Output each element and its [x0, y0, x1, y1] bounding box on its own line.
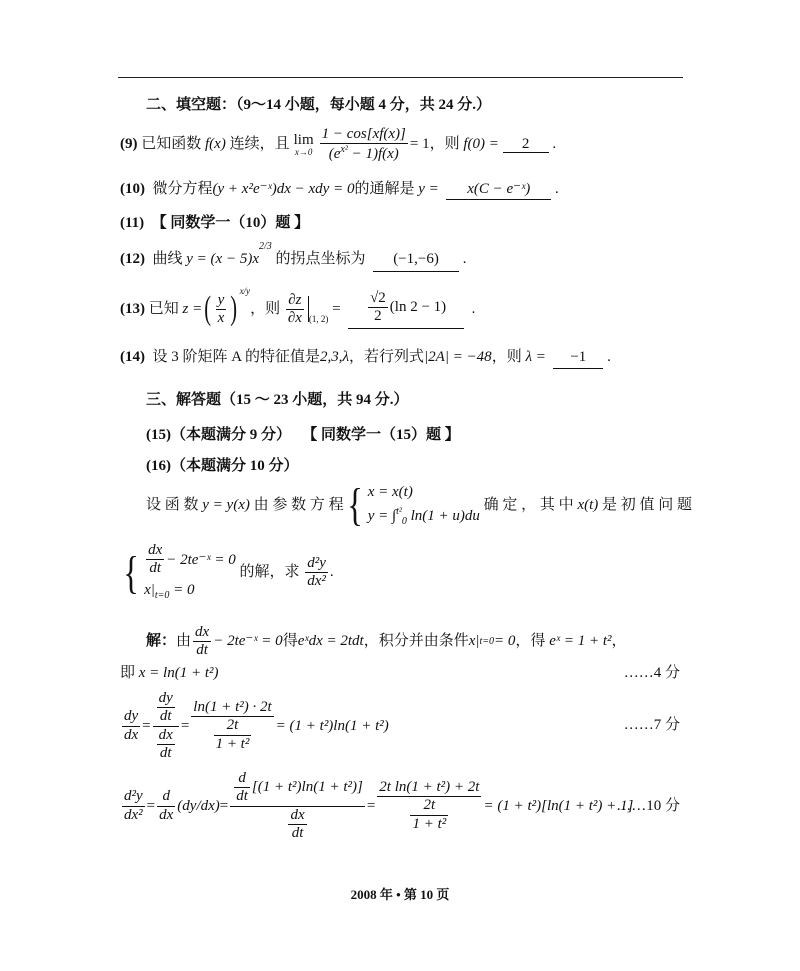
paren-right: ) — [230, 290, 238, 328]
q10-lhs: y = — [418, 181, 439, 197]
q11-text: 【 同数学一（10）题 】 — [151, 215, 310, 231]
sol-l1-b: − 2te⁻ˣ = 0 — [213, 633, 283, 650]
q16-stem-d: 是 初 值 问 题 — [602, 496, 693, 513]
q12-text-b: 的拐点坐标为 — [275, 251, 366, 267]
q16-ask-num: d²y — [305, 555, 328, 573]
q16-ask-end: . — [329, 564, 334, 581]
q16-ivp — [120, 542, 334, 604]
dx: dx — [157, 727, 175, 745]
q16-stem-c: 确 定 ， 其 中 — [483, 496, 574, 513]
q16-ivp-num: dx — [146, 542, 164, 560]
q9-denom-b: − 1)f(x) — [347, 146, 399, 163]
sol-l3-ratio — [153, 690, 179, 762]
sol-l1-a: 由 — [176, 633, 192, 650]
q16-ask-den: dx² — [307, 573, 326, 590]
q16-stem-y: y = y(x) — [202, 496, 250, 513]
d: d — [234, 770, 250, 788]
sol-l1-f-sub: t=0 — [479, 635, 495, 647]
one-plus-t2: 1 + t² — [215, 735, 250, 752]
question-9 — [120, 126, 556, 164]
q9-eq: = 1，则 — [409, 136, 460, 153]
q9-denom-a: (e — [328, 146, 341, 163]
two-t: 2t — [214, 717, 252, 735]
sol-l1-i: eˣ = 1 + t² — [549, 633, 612, 650]
sol-l3-den: dx — [124, 726, 139, 743]
q12-answer: (−1,−6) — [373, 252, 459, 272]
q16-ivp2-sub: t=0 — [154, 589, 170, 601]
q13-partial — [286, 292, 304, 328]
q9-denominator — [320, 144, 408, 163]
sol-l4-f-num — [230, 770, 365, 807]
question-13 — [120, 285, 476, 329]
equals: = — [180, 717, 190, 734]
q9-fx: f(x) — [205, 136, 226, 153]
left-brace: { — [123, 546, 139, 598]
q10-answer: x(C − e⁻ˣ) — [446, 182, 551, 200]
q15-score: （本题满分 9 分） — [171, 427, 292, 443]
section-heading-solve: 三、解答题（15 ～ 23 小题，共 94 分.） — [146, 392, 409, 408]
q16-ivp-1 — [144, 542, 236, 578]
q16-param-system — [344, 480, 480, 530]
q16-ivp-cases — [144, 542, 236, 604]
page-footer: 2008 年 • 第 10 页 — [350, 887, 450, 902]
question-number: (11) — [120, 215, 145, 231]
q14-end: . — [607, 349, 611, 365]
q14-text: 设 3 阶矩阵 A 的特征值是 — [152, 349, 321, 365]
sol-l4-lhs — [122, 788, 145, 824]
score-marker-4: ……4 分 — [623, 665, 680, 681]
q10-text-b: 的通解是 — [354, 181, 415, 197]
q16-param-2b: ln(1 + u)du — [406, 508, 480, 524]
q9-limit — [292, 133, 316, 157]
q9-text-b: 连续，且 — [229, 136, 290, 153]
sol-l4-f-den — [230, 807, 365, 843]
q13-eq: = — [332, 300, 341, 317]
question-number: (9) — [120, 136, 138, 153]
q14-lhs: λ = — [525, 349, 546, 365]
q16-ivp-tail: − 2te⁻ˣ = 0 — [166, 551, 236, 568]
sol-l1-e: ，积分并由条件 — [363, 633, 469, 650]
sol-l3-tail: = (1 + t²)ln(1 + t²) — [275, 717, 389, 734]
section-heading-fill-in: 二、填空题：（9～14 小题，每小题 4 分，共 24 分.） — [146, 97, 492, 113]
equals: = — [219, 797, 229, 814]
sol-l1-d: eˣdx = 2tdt — [297, 633, 364, 650]
q16-ivp-2 — [144, 578, 236, 604]
sol-l4-g-num: 2t ln(1 + t²) + 2t — [377, 779, 481, 797]
sol-l1-den: dt — [196, 642, 208, 659]
q14-values: 2,3,λ — [320, 349, 350, 365]
q16-int-lower: 0 — [401, 516, 407, 527]
left-brace: { — [346, 479, 363, 530]
question-number: (14) — [120, 349, 145, 365]
score-marker-7: ……7 分 — [623, 717, 680, 733]
q13-answer — [348, 290, 464, 329]
q13-ans-tail: (ln 2 − 1) — [389, 299, 447, 316]
dt: dt — [159, 744, 172, 761]
q9-numerator: 1 − cos[xf(x)] — [320, 126, 408, 144]
d: d — [157, 788, 175, 806]
paren-left: ( — [204, 290, 212, 328]
question-11 — [120, 216, 309, 231]
q16-ask: 的解，求 — [239, 564, 300, 581]
q13-exponent: x/y — [239, 285, 251, 296]
dx: dx — [288, 807, 306, 825]
q12-text: 曲线 — [152, 251, 183, 267]
sol-l3-dydt — [157, 690, 175, 726]
q16-stem-xt: x(t) — [577, 496, 599, 513]
sol-l1-num: dx — [193, 624, 211, 642]
q9-lim-sub: x→0 — [294, 146, 313, 157]
solution-label: 解： — [146, 633, 177, 650]
sol-l4-num: d²y — [122, 788, 145, 806]
sol-l4-f-num-c: [(1 + t²)ln(1 + t²)] — [251, 779, 363, 796]
q9-answer: 2 — [503, 137, 549, 153]
q9-end: . — [552, 136, 557, 153]
sol-l1-g: = 0 — [494, 633, 516, 650]
ddt — [234, 770, 250, 806]
question-12 — [120, 241, 467, 272]
score-marker-10: ……10 分 — [616, 798, 680, 814]
sol-l4-tail: = (1 + t²)[ln(1 + t²) + 1] — [483, 797, 634, 814]
q13-yx — [216, 292, 227, 328]
q13-pd-den: ∂x — [287, 309, 302, 326]
sol-l3-f-num: ln(1 + t²) · 2t — [191, 699, 273, 717]
question-14 — [120, 350, 611, 369]
header-rule — [118, 77, 683, 78]
sol-l3-lhs — [122, 708, 140, 744]
sol-l3-f-den — [191, 717, 273, 753]
q12-end: . — [462, 251, 467, 267]
equals: = — [366, 797, 376, 814]
sol-l3-ratio-num — [153, 690, 179, 727]
sol-l1-h: ，得 — [515, 633, 546, 650]
sol-l2-b: x = ln(1 + t²) — [138, 665, 219, 681]
question-number: (13) — [120, 300, 145, 317]
q14-answer: −1 — [553, 350, 603, 369]
q9-text: 已知函数 — [141, 136, 202, 153]
question-15 — [146, 428, 460, 443]
q13-text-b: ，则 — [250, 300, 281, 317]
q10-equation: (y + x²e⁻ˣ)dx − xdy = 0 — [212, 181, 355, 197]
question-10 — [120, 182, 559, 200]
sol-l3-dxdt — [157, 727, 175, 763]
question-16-heading — [146, 459, 299, 474]
sol-l1-c: 得 — [282, 633, 298, 650]
q13-x: x — [217, 309, 225, 326]
q16-param-2a: y = ∫ — [367, 508, 397, 524]
q16-ivp-system — [120, 542, 236, 604]
sol-l1-end: ， — [611, 633, 627, 650]
dx: dx — [159, 806, 174, 823]
q16-ask-frac — [305, 555, 328, 591]
sol-l4-fraction — [230, 770, 365, 842]
q16-score: （本题满分 10 分） — [171, 458, 299, 474]
sol-l4-g-den — [377, 797, 481, 833]
q16-param-2 — [368, 504, 480, 530]
sol-l4-c: (dy/dx) — [177, 797, 220, 814]
q13-ans-num: √2 — [368, 290, 388, 308]
sol-l4-den: dx² — [124, 806, 143, 823]
sol-l3-f-den-frac — [214, 717, 252, 753]
two-t: 2t — [410, 797, 448, 815]
sol-l4-g — [377, 779, 481, 833]
sol-l3-fraction — [191, 699, 273, 753]
q16-ivp-den: dt — [149, 560, 162, 577]
q13-eval-point: (1, 2) — [308, 313, 329, 324]
q9-lhs: f(0) = — [463, 136, 499, 153]
sol-l4-ddx — [157, 788, 175, 824]
question-number: (15) — [146, 427, 171, 443]
dt: dt — [159, 708, 172, 725]
q16-stem-a: 设 函 数 — [146, 496, 199, 513]
sol-l3-num: dy — [122, 708, 140, 726]
q14-det: |2A| = −48 — [424, 349, 492, 365]
dt: dt — [291, 824, 304, 841]
q10-text: 微分方程 — [152, 181, 213, 197]
q12-equation: y = (x − 5)x — [186, 251, 259, 267]
q10-end: . — [555, 181, 559, 197]
q16-stem — [146, 480, 692, 530]
q9-fraction — [320, 126, 408, 164]
q16-ivp2: x| — [144, 581, 155, 598]
q9-denom-sup: x² — [340, 144, 348, 156]
q12-exponent: 2/3 — [258, 241, 272, 252]
q9-lim: lim — [293, 131, 314, 148]
dy: dy — [157, 690, 175, 708]
q14-text-c: ，则 — [491, 349, 522, 365]
q13-ans-den: 2 — [374, 308, 382, 325]
q16-param-1: x = x(t) — [367, 484, 413, 500]
q13-answer-frac — [368, 290, 388, 326]
q13-end: . — [471, 300, 476, 317]
sol-l2-a: 即 — [120, 665, 136, 681]
q16-ivp-frac — [146, 542, 164, 578]
q16-cases — [368, 480, 480, 530]
sol-l1-f: x| — [468, 633, 480, 650]
q16-stem-b: 由 参 数 方 程 — [253, 496, 344, 513]
equals: = — [142, 717, 151, 734]
question-number: (12) — [120, 251, 145, 267]
q14-text-b: ，若行列式 — [349, 349, 425, 365]
q13-lhs: z = — [182, 300, 203, 317]
solution-line-1 — [146, 624, 627, 660]
equals: = — [146, 797, 156, 814]
sol-l1-frac — [193, 624, 211, 660]
q13-text: 已知 — [148, 300, 179, 317]
q15-text: 【 同数学一（15）题 】 — [302, 427, 460, 443]
solution-line-4 — [120, 770, 633, 842]
q16-int-upper: t² — [396, 506, 402, 517]
sol-l4-g-den-frac — [410, 797, 448, 833]
q13-pd-num: ∂z — [286, 292, 304, 310]
solution-line-2 — [120, 666, 219, 681]
solution-line-3 — [120, 690, 389, 762]
question-number: (10) — [120, 181, 145, 197]
dxdt — [288, 807, 306, 843]
one-plus-t2: 1 + t² — [412, 815, 447, 832]
q16-ivp2-tail: = 0 — [169, 581, 195, 598]
dt: dt — [236, 788, 248, 805]
q13-y: y — [216, 292, 227, 310]
question-number: (16) — [146, 458, 171, 474]
sol-l3-ratio-den — [153, 727, 179, 763]
